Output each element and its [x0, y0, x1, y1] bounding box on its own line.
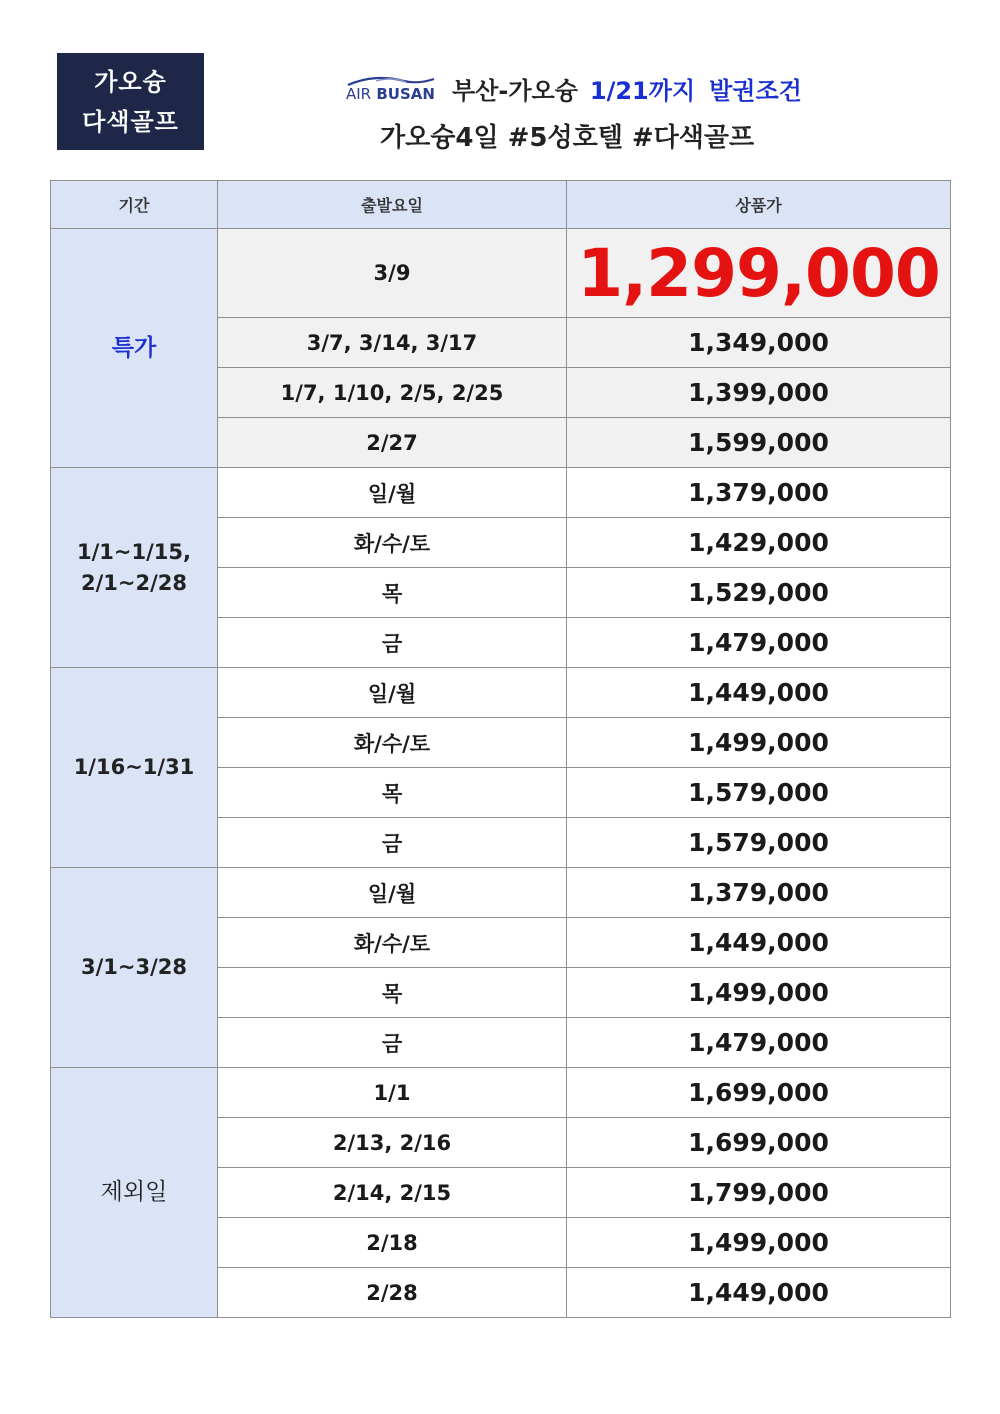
days-cell: 3/7, 3/14, 3/17 [218, 318, 567, 368]
days-cell: 목 [218, 968, 567, 1018]
price-cell: 1,699,000 [567, 1068, 951, 1118]
days-cell: 1/7, 1/10, 2/5, 2/25 [218, 368, 567, 418]
price-cell: 1,449,000 [567, 918, 951, 968]
period-cell: 1/16~1/31 [51, 668, 218, 868]
days-cell: 일/월 [218, 868, 567, 918]
days-cell: 3/9 [218, 229, 567, 318]
header-departure-days: 출발요일 [218, 181, 567, 229]
badge-line-2: 다색골프 [82, 107, 179, 136]
price-cell: 1,599,000 [567, 418, 951, 468]
price-cell: 1,579,000 [567, 768, 951, 818]
days-cell: 2/18 [218, 1218, 567, 1268]
table-row [51, 668, 951, 718]
ticketing-condition: 발권조건 [709, 76, 802, 105]
table-row [51, 229, 951, 318]
days-cell: 화/수/토 [218, 718, 567, 768]
days-cell: 1/1 [218, 1068, 567, 1118]
price-cell: 1,699,000 [567, 1118, 951, 1168]
days-cell: 금 [218, 1018, 567, 1068]
price-cell: 1,449,000 [567, 1268, 951, 1318]
days-cell: 일/월 [218, 668, 567, 718]
price-cell: 1,449,000 [567, 668, 951, 718]
price-table [50, 180, 951, 1318]
badge-line-1: 가오슝 [94, 67, 167, 96]
days-cell: 화/수/토 [218, 518, 567, 568]
subtitle: 가오슝4일 #5성호텔 #다색골프 [380, 122, 755, 153]
table-row [51, 468, 951, 518]
price-cell: 1,349,000 [567, 318, 951, 368]
days-cell: 2/13, 2/16 [218, 1118, 567, 1168]
period-cell [51, 468, 218, 668]
price-cell: 1,499,000 [567, 968, 951, 1018]
ticketing-deadline: 1/21까지 [589, 76, 696, 105]
days-cell: 2/14, 2/15 [218, 1168, 567, 1218]
price-cell: 1,479,000 [567, 618, 951, 668]
period-cell: 3/1~3/28 [51, 868, 218, 1068]
header-price: 상품가 [567, 181, 951, 229]
header-period: 기간 [51, 181, 218, 229]
price-cell: 1,429,000 [567, 518, 951, 568]
price-cell: 1,529,000 [567, 568, 951, 618]
route-title: 부산-가오슝 [452, 76, 578, 105]
period-line-1: 1/1~1/15, [77, 539, 191, 564]
days-cell: 금 [218, 818, 567, 868]
table-row [51, 868, 951, 918]
days-cell: 목 [218, 568, 567, 618]
days-cell: 2/28 [218, 1268, 567, 1318]
price-cell: 1,579,000 [567, 818, 951, 868]
days-cell: 금 [218, 618, 567, 668]
period-cell-excluded: 제외일 [51, 1068, 218, 1318]
days-cell: 일/월 [218, 468, 567, 518]
period-cell-special: 특가 [51, 229, 218, 468]
price-cell: 1,379,000 [567, 468, 951, 518]
price-cell: 1,479,000 [567, 1018, 951, 1068]
price-cell-highlight: 1,299,000 [567, 229, 951, 318]
product-badge [57, 53, 204, 150]
price-cell: 1,799,000 [567, 1168, 951, 1218]
days-cell: 목 [218, 768, 567, 818]
days-cell: 화/수/토 [218, 918, 567, 968]
days-cell: 2/27 [218, 418, 567, 468]
table-row [51, 1068, 951, 1118]
price-cell: 1,499,000 [567, 718, 951, 768]
title-line [346, 64, 826, 112]
price-cell: 1,499,000 [567, 1218, 951, 1268]
period-line-2: 2/1~2/28 [81, 570, 187, 595]
logo-air-text: AIR [346, 84, 372, 103]
airline-logo [346, 75, 436, 102]
logo-busan-text: BUSAN [376, 84, 435, 103]
table-header-row [51, 181, 951, 229]
price-cell: 1,379,000 [567, 868, 951, 918]
price-cell: 1,399,000 [567, 368, 951, 418]
